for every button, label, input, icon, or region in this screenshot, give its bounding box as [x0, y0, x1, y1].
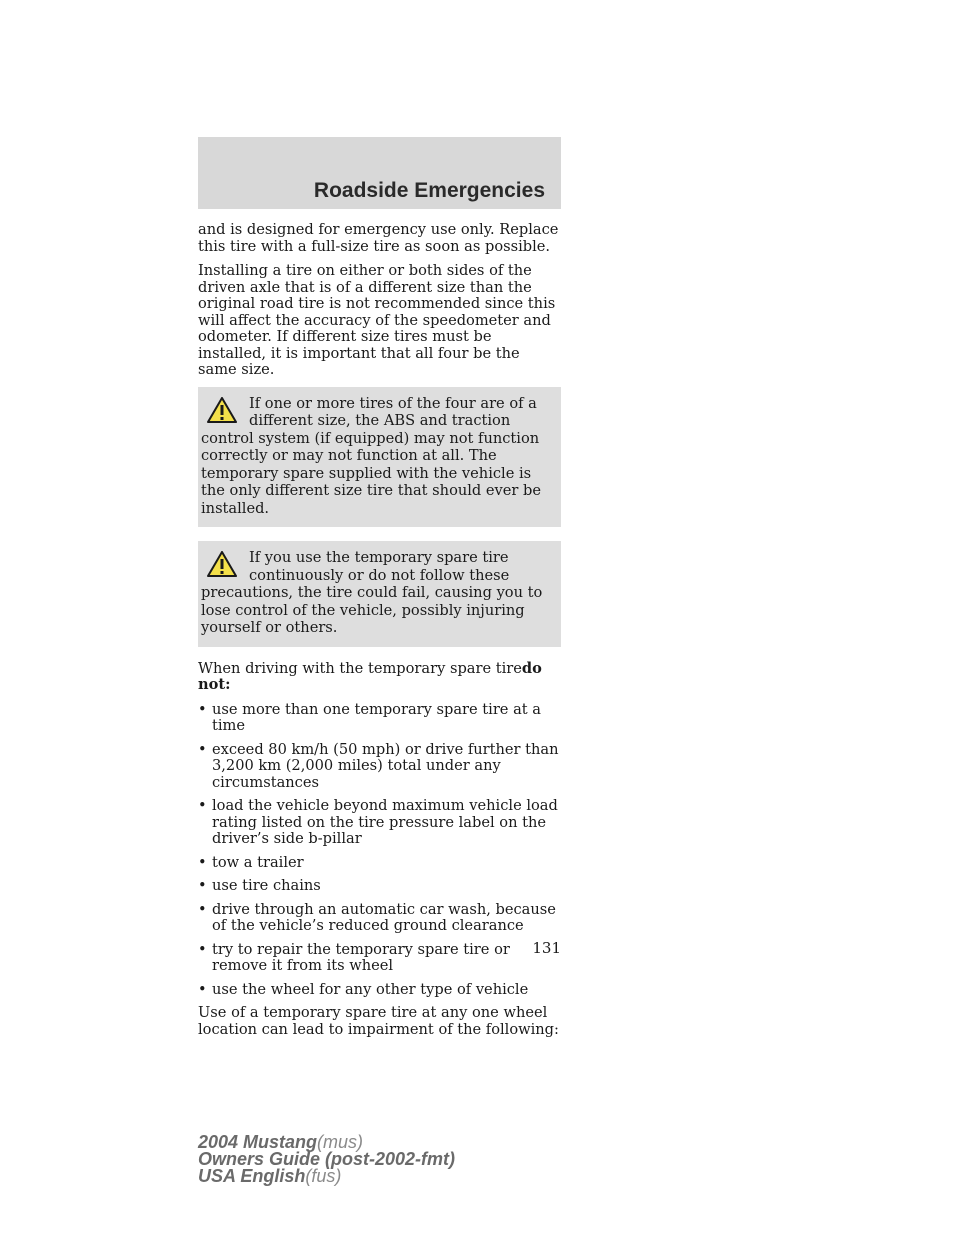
list-item-text: use more than one temporary spare tire at a time [212, 700, 541, 734]
driving-intro-bold: do not: [198, 659, 542, 693]
list-item-text: exceed 80 km/h (50 mph) or drive further than 3,200 km (2,000 miles) total under any circumstances [212, 740, 559, 791]
list-item [198, 855, 561, 872]
list-item-text: use tire chains [212, 877, 321, 894]
bullet-dot: • [198, 940, 207, 958]
list-item-text: load the vehicle beyond maximum vehicle load rating listed on the tire pressure label on the driver’s side b-pillar [212, 797, 558, 847]
footer-language-code: (fus) [305, 1166, 342, 1186]
list-item-text: drive through an automatic car wash, because of the vehicle’s reduced ground clearance [212, 900, 556, 934]
paragraph-different-size: Installing a tire on either or both sides of the driven axle that is of a different size than the original road tire is not recommended since this will affect the accuracy of the speedometer and odometer. If different size tires must be installed, it is important that all four be the same size. [198, 262, 556, 378]
restrictions-list [198, 702, 561, 999]
bullet-dot: • [198, 877, 207, 894]
warning-text-spare: If you use the temporary spare tire continuously or do not follow these precautions, the tire could fail, causing you to lose control of the vehicle, possibly injuring yourself or others. [201, 549, 543, 636]
paragraph-closing: Use of a temporary spare tire at any one wheel location can lead to impairment of the following: [198, 1004, 559, 1038]
bullet-dot: • [198, 700, 207, 718]
section-title: Roadside Emergencies [313, 179, 545, 202]
list-item [198, 798, 561, 848]
paragraph-intro: and is designed for emergency use only. Replace this tire with a full-size tire as soon as possible. [198, 221, 559, 255]
footer-model-code: (mus) [317, 1132, 364, 1152]
list-item [198, 878, 561, 895]
bullet-dot: • [198, 980, 207, 998]
list-item [198, 982, 561, 999]
bullet-dot: • [198, 853, 207, 871]
driving-intro-text: When driving with the temporary spare tire [198, 659, 522, 677]
list-item [198, 942, 561, 975]
list-item [198, 702, 561, 735]
page-number: 131 [532, 939, 561, 957]
warning-text-abs: If one or more tires of the four are of a different size, the ABS and traction control system (if equipped) may not function correctly or may not function at all. The temporary spare supplied with the vehicle is the only different size tire that should ever be installed. [201, 394, 542, 517]
footer-guide: Owners Guide (post-2002-fmt) [198, 1149, 456, 1169]
document-footer [198, 1134, 455, 1185]
list-item-text: try to repair the temporary spare tire or remove it from its wheel [212, 940, 510, 974]
footer-model: 2004 Mustang [198, 1132, 318, 1152]
bullet-dot: • [198, 900, 207, 918]
list-item-text: use the wheel for any other type of vehicle [212, 980, 529, 998]
bullet-dot: • [198, 740, 207, 758]
warning-triangle-icon [207, 551, 237, 577]
page-content [198, 222, 561, 1046]
list-item [198, 742, 561, 792]
list-item [198, 902, 561, 935]
list-item-text: tow a trailer [212, 853, 304, 871]
warning-triangle-icon [207, 397, 237, 423]
warning-box-spare [198, 541, 561, 647]
warning-box-abs [198, 387, 561, 528]
footer-language: USA English [198, 1166, 306, 1186]
driving-intro [198, 661, 561, 694]
bullet-dot: • [198, 797, 207, 814]
footer-line-language [198, 1168, 455, 1185]
section-header-band [198, 137, 561, 209]
